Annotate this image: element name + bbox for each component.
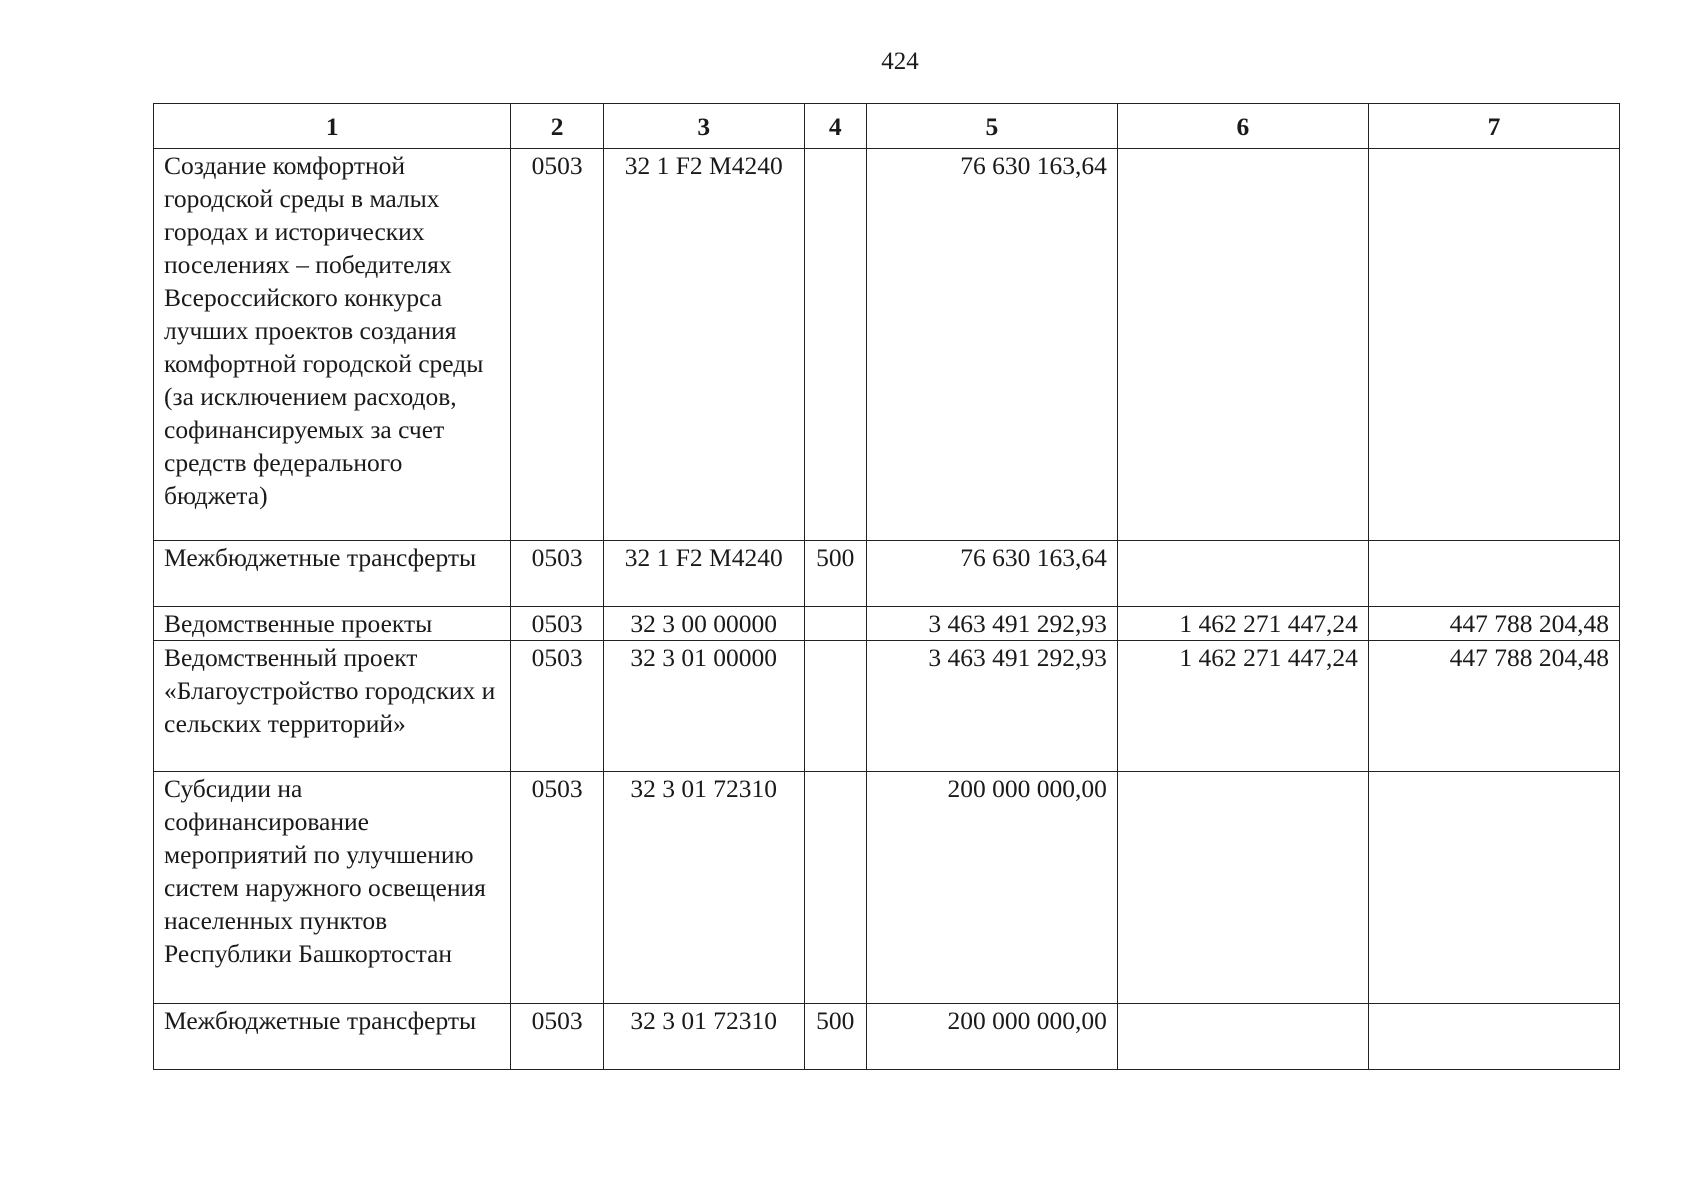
row-target-code: 32 3 01 72310 bbox=[603, 1004, 804, 1070]
table-row bbox=[154, 772, 1620, 1004]
row-amount-1: 200 000 000,00 bbox=[866, 1004, 1117, 1070]
row-amount-3 bbox=[1368, 1004, 1619, 1070]
row-amount-1: 200 000 000,00 bbox=[866, 772, 1117, 1004]
row-amount-1: 3 463 491 292,93 bbox=[866, 641, 1117, 772]
col-header-3: 3 bbox=[603, 104, 804, 149]
row-amount-1: 3 463 491 292,93 bbox=[866, 607, 1117, 641]
row-amount-2: 1 462 271 447,24 bbox=[1117, 641, 1368, 772]
table-row bbox=[154, 641, 1620, 772]
row-expense-type: 500 bbox=[804, 1004, 866, 1070]
row-section: 0503 bbox=[511, 1004, 603, 1070]
table-row bbox=[154, 149, 1620, 541]
row-section: 0503 bbox=[511, 149, 603, 541]
row-amount-2 bbox=[1117, 1004, 1368, 1070]
table-row bbox=[154, 607, 1620, 641]
budget-table bbox=[153, 103, 1620, 1070]
row-name: Межбюджетные трансферты bbox=[154, 1004, 511, 1070]
row-amount-2 bbox=[1117, 772, 1368, 1004]
col-header-2: 2 bbox=[511, 104, 603, 149]
row-expense-type bbox=[804, 772, 866, 1004]
row-name: Создание комфортной городской среды в малых городах и исторических поселениях – победителях Всероссийского конкурса лучших проектов создания комфортной городской среды (за исключением расходов, софинансируемых за счет средств федерального бюджета) bbox=[154, 149, 511, 541]
row-expense-type bbox=[804, 607, 866, 641]
row-amount-2 bbox=[1117, 149, 1368, 541]
page-number: 424 bbox=[881, 48, 919, 75]
row-name: Межбюджетные трансферты bbox=[154, 541, 511, 607]
row-amount-2 bbox=[1117, 541, 1368, 607]
row-expense-type bbox=[804, 149, 866, 541]
col-header-1: 1 bbox=[154, 104, 511, 149]
col-header-7: 7 bbox=[1368, 104, 1619, 149]
row-amount-3: 447 788 204,48 bbox=[1368, 607, 1619, 641]
table-row bbox=[154, 1004, 1620, 1070]
row-section: 0503 bbox=[511, 772, 603, 1004]
row-section: 0503 bbox=[511, 541, 603, 607]
row-amount-3 bbox=[1368, 772, 1619, 1004]
row-amount-3: 447 788 204,48 bbox=[1368, 641, 1619, 772]
row-target-code: 32 3 01 00000 bbox=[603, 641, 804, 772]
row-expense-type: 500 bbox=[804, 541, 866, 607]
row-target-code: 32 1 F2 M4240 bbox=[603, 149, 804, 541]
col-header-5: 5 bbox=[866, 104, 1117, 149]
row-amount-2: 1 462 271 447,24 bbox=[1117, 607, 1368, 641]
row-expense-type bbox=[804, 641, 866, 772]
row-name: Ведомственные проекты bbox=[154, 607, 511, 641]
row-amount-3 bbox=[1368, 149, 1619, 541]
row-section: 0503 bbox=[511, 607, 603, 641]
col-header-6: 6 bbox=[1117, 104, 1368, 149]
row-amount-1: 76 630 163,64 bbox=[866, 149, 1117, 541]
row-name: Субсидии на софинансирование мероприятий по улучшению систем наружного освещения населенных пунктов Республики Башкортостан bbox=[154, 772, 511, 1004]
row-amount-3 bbox=[1368, 541, 1619, 607]
row-target-code: 32 3 01 72310 bbox=[603, 772, 804, 1004]
header-row bbox=[154, 104, 1620, 149]
row-name: Ведомственный проект «Благоустройство городских и сельских территорий» bbox=[154, 641, 511, 772]
row-amount-1: 76 630 163,64 bbox=[866, 541, 1117, 607]
row-section: 0503 bbox=[511, 641, 603, 772]
row-target-code: 32 1 F2 M4240 bbox=[603, 541, 804, 607]
row-target-code: 32 3 00 00000 bbox=[603, 607, 804, 641]
table-row bbox=[154, 541, 1620, 607]
col-header-4: 4 bbox=[804, 104, 866, 149]
